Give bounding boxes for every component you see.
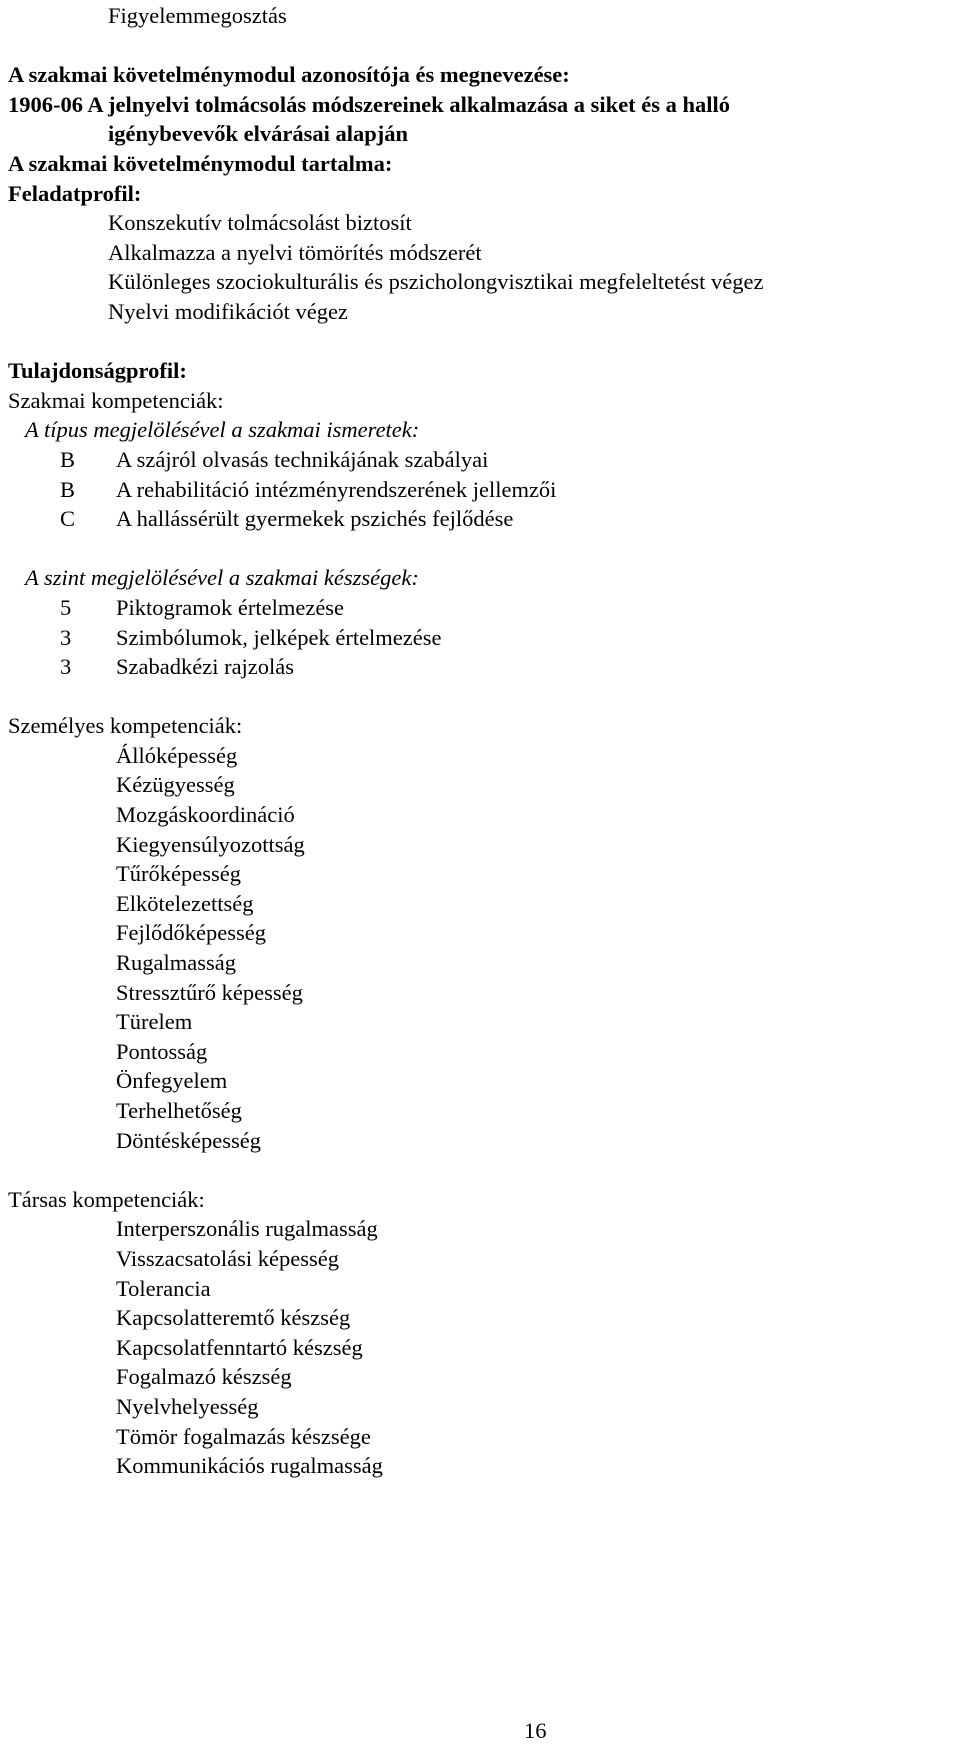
personal-item: Elkötelezettség [116, 891, 254, 916]
personal-item: Pontosság [116, 1039, 208, 1064]
knowledge-heading: A típus megjelölésével a szakmai ismeretek: [25, 417, 420, 442]
top-line: Figyelemmegosztás [108, 3, 287, 28]
personal-item: Fejlődőképesség [116, 920, 266, 945]
social-item: Nyelvhelyesség [116, 1394, 259, 1419]
social-item: Tömör fogalmazás készsége [116, 1424, 371, 1449]
social-item: Kapcsolatfenntartó készség [116, 1335, 363, 1360]
social-competencies-heading: Társas kompetenciák: [8, 1187, 205, 1212]
property-profile-heading: Tulajdonságprofil: [8, 358, 187, 383]
page-number: 16 [524, 1718, 547, 1743]
task-profile-heading: Feladatprofil: [8, 181, 142, 206]
skill-level: 3 [60, 654, 72, 679]
knowledge-type: B [60, 477, 76, 502]
module-id-line-1: 1906-06 A jelnyelvi tolmácsolás módszereinek alkalmazása a siket és a halló [8, 92, 731, 117]
social-item: Tolerancia [116, 1276, 211, 1301]
task-item: Különleges szociokulturális és pszicholongvisztikai megfeleltetést végez [108, 269, 764, 294]
personal-item: Mozgáskoordináció [116, 802, 295, 827]
personal-competencies-heading: Személyes kompetenciák: [8, 713, 243, 738]
skills-heading: A szint megjelölésével a szakmai készségek: [25, 565, 419, 590]
personal-item: Kézügyesség [116, 772, 235, 797]
skill-text: Szabadkézi rajzolás [116, 654, 295, 679]
module-id-heading: A szakmai követelménymodul azonosítója és megnevezése: [8, 62, 570, 87]
knowledge-text: A szájról olvasás technikájának szabályai [116, 447, 489, 472]
skill-text: Piktogramok értelmezése [116, 595, 345, 620]
knowledge-text: A rehabilitáció intézményrendszerének jellemzői [116, 477, 557, 502]
skill-level: 5 [60, 595, 72, 620]
personal-item: Önfegyelem [116, 1068, 228, 1093]
social-item: Fogalmazó készség [116, 1364, 292, 1389]
social-item: Kommunikációs rugalmasság [116, 1453, 383, 1478]
social-item: Kapcsolatteremtő készség [116, 1305, 351, 1330]
social-item: Interperszonális rugalmasság [116, 1216, 378, 1241]
module-id-line-2: igénybevevők elvárásai alapján [108, 121, 409, 146]
module-content-heading: A szakmai követelménymodul tartalma: [8, 151, 393, 176]
knowledge-text: A hallássérült gyermekek pszichés fejlődése [116, 506, 514, 531]
personal-item: Terhelhetőség [116, 1098, 242, 1123]
social-item: Visszacsatolási képesség [116, 1246, 339, 1271]
personal-item: Tűrőképesség [116, 861, 241, 886]
personal-item: Rugalmasság [116, 950, 236, 975]
personal-item: Állóképesség [116, 743, 238, 768]
task-item: Konszekutív tolmácsolást biztosít [108, 210, 412, 235]
knowledge-type: C [60, 506, 76, 531]
personal-item: Döntésképesség [116, 1128, 261, 1153]
personal-item: Türelem [116, 1009, 193, 1034]
task-item: Nyelvi modifikációt végez [108, 299, 348, 324]
skill-level: 3 [60, 625, 72, 650]
personal-item: Kiegyensúlyozottság [116, 832, 305, 857]
task-item: Alkalmazza a nyelvi tömörítés módszerét [108, 240, 482, 265]
knowledge-type: B [60, 447, 76, 472]
skill-text: Szimbólumok, jelképek értelmezése [116, 625, 442, 650]
personal-item: Stressztűrő képesség [116, 980, 303, 1005]
professional-competencies-heading: Szakmai kompetenciák: [8, 388, 224, 413]
